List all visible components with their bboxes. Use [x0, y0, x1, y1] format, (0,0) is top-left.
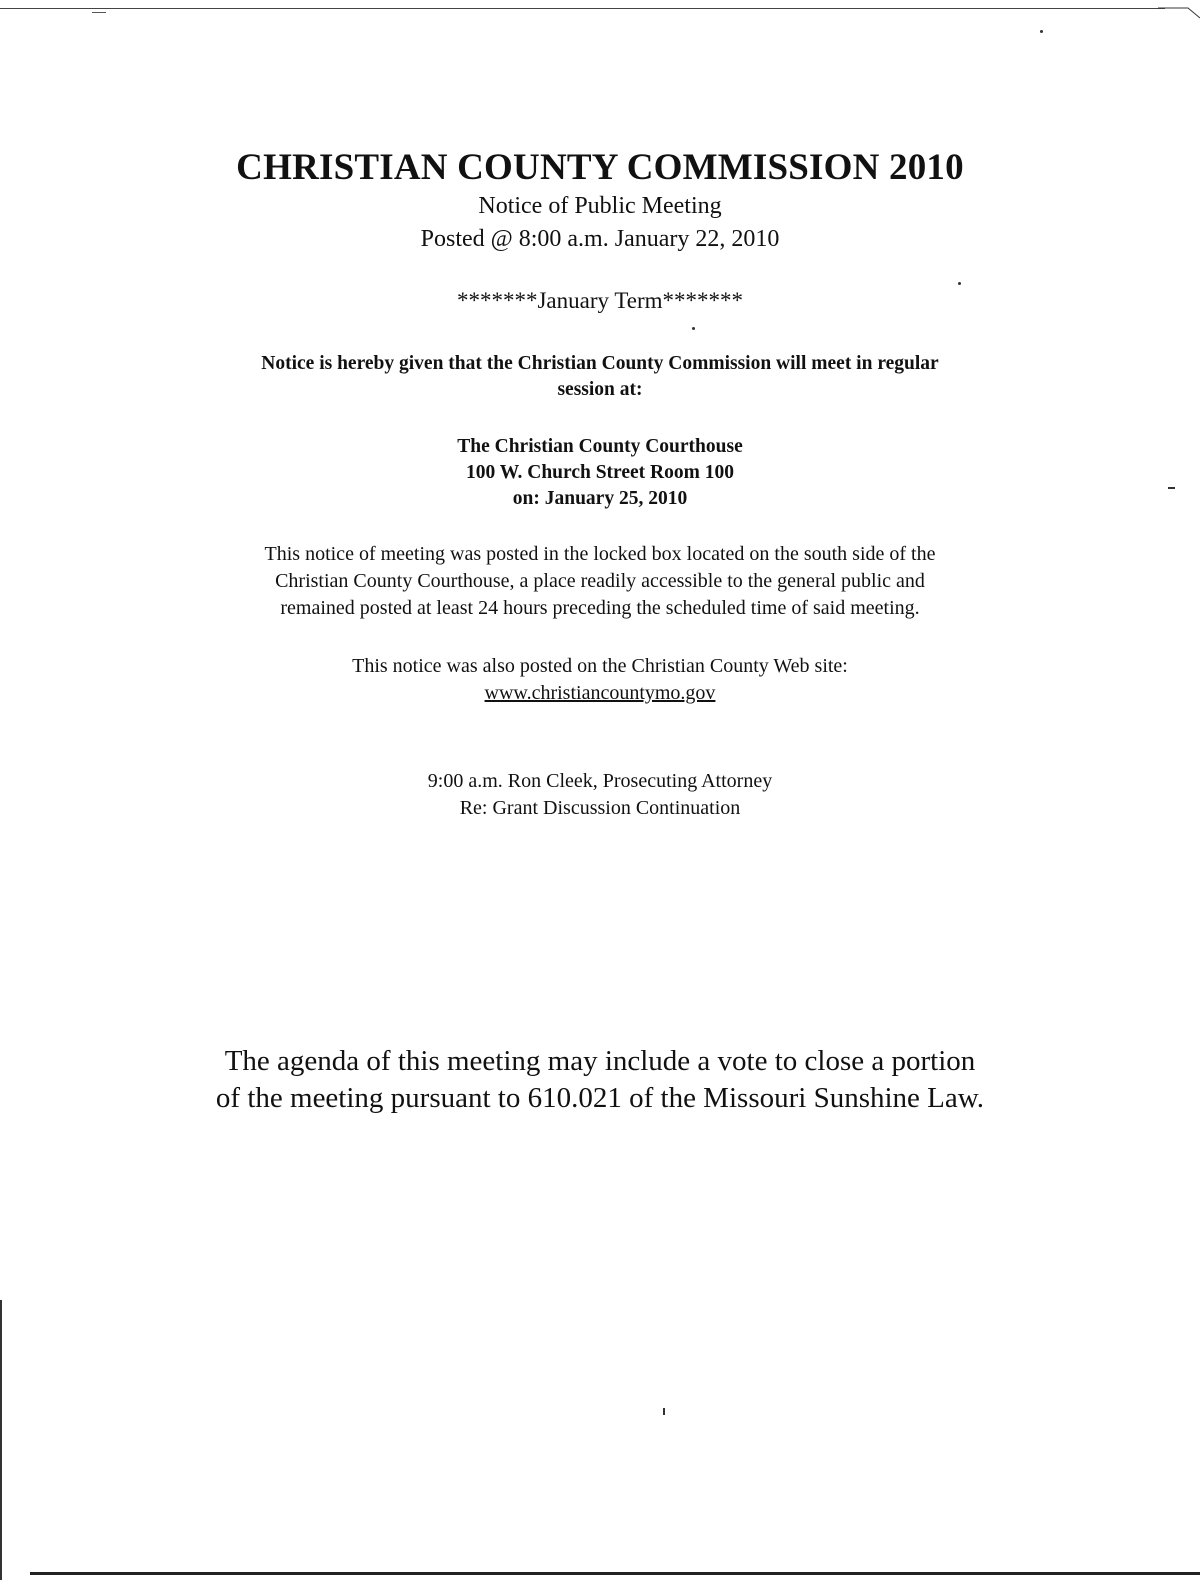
posted-time: Posted @ 8:00 a.m. January 22, 2010	[420, 226, 780, 252]
location-address: 100 W. Church Street Room 100	[466, 462, 734, 483]
scan-speck	[692, 327, 695, 330]
scan-bottom-edge	[30, 1572, 1200, 1575]
meeting-date: on: January 25, 2010	[512, 488, 688, 509]
closing-line-1: The agenda of this meeting may include a vote to close a portion	[224, 1045, 976, 1077]
notice-subtitle: Notice of Public Meeting	[478, 193, 722, 219]
scan-speck	[1040, 30, 1043, 33]
posting-line-1: This notice of meeting was posted in the locked box located on the south side of the	[264, 543, 936, 565]
scan-top-edge	[0, 8, 1165, 9]
location-name: The Christian County Courthouse	[457, 436, 743, 457]
agenda-item-topic: Re: Grant Discussion Continuation	[459, 797, 741, 819]
page-title: CHRISTIAN COUNTY COMMISSION 2010	[236, 147, 964, 188]
agenda-item-time: 9:00 a.m. Ron Cleek, Prosecuting Attorney	[427, 770, 773, 792]
scan-mark	[92, 12, 106, 13]
notice-line-2: session at:	[557, 379, 643, 400]
web-notice-line: This notice was also posted on the Christian County Web site:	[352, 655, 848, 677]
scan-left-edge	[0, 1300, 2, 1580]
term-label: *******January Term*******	[456, 288, 744, 313]
posting-line-2: Christian County Courthouse, a place readily accessible to the general public and	[275, 570, 925, 592]
closing-line-2: of the meeting pursuant to 610.021 of the Missouri Sunshine Law.	[215, 1082, 985, 1114]
scan-corner-fold	[1158, 2, 1200, 20]
scan-speck	[958, 282, 961, 285]
website-link[interactable]: www.christiancountymo.gov	[484, 682, 716, 704]
notice-line-1: Notice is hereby given that the Christian County Commission will meet in regular	[261, 353, 939, 374]
posting-line-3: remained posted at least 24 hours preceding the scheduled time of said meeting.	[280, 597, 920, 619]
scan-speck	[663, 1408, 665, 1415]
